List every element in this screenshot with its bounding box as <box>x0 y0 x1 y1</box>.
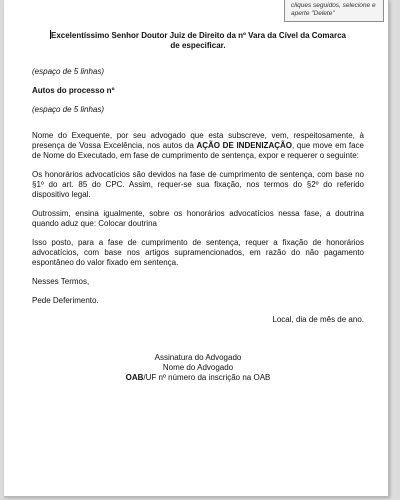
place-and-date: Local, dia de mês de ano. <box>272 315 364 324</box>
document-title <box>32 30 364 51</box>
document-page <box>4 0 389 497</box>
space-note-2: (espaço de 5 linhas) <box>32 105 105 114</box>
oab-registration <box>32 373 364 383</box>
lawyer-name: Nome do Advogado <box>162 363 234 372</box>
tooltip-line-1: cliques seguidos, selecione e <box>291 2 376 9</box>
action-name: AÇÃO DE INDENIZAÇÃO <box>196 141 293 150</box>
para1-text-a: Nome do Exequente, por seu advogado que esta subscreve, vem, respeitosamente, à presença de Vossa Excelência, nos autos da <box>32 131 364 150</box>
closing-terms: Nesses Termos, <box>32 277 90 286</box>
paragraph-request: Isso posto, para a fase de cumprimento de sentença, requer a fixação de honorários advocatícios, com base nos artigos supramencionados, em razão do não pagamento espontâneo do valor fixado em sentença. <box>32 238 364 267</box>
oab-number: /UF nº número da inscrição na OAB <box>143 373 271 382</box>
instruction-tooltip <box>284 0 384 22</box>
paragraph-fees: Os honorários advocatícios são devidos na fase de cumprimento de sentença, com base no §1º do art. 85 do CPC. Assim, requer-se sua fixação, nos termos do §2º do referido dispositivo legal. <box>32 170 364 199</box>
oab-label: OAB <box>125 373 144 382</box>
para1-text-b: , que move em face de Nome do Executado, em fase de cumprimento de sentença, expor e requerer o seguinte: <box>32 141 365 160</box>
closing-request: Pede Deferimento. <box>32 296 99 305</box>
paragraph-introduction <box>32 131 364 161</box>
paragraph-doctrine: Outrossim, ensina igualmente, sobre os honorários advocatícios nessa fase, a doutrina quando aduz que: Colocar doutrina <box>32 209 364 228</box>
tooltip-line-2: aperte "Delete" <box>291 10 335 17</box>
space-note-1: (espaço de 5 linhas) <box>32 67 105 76</box>
signature-line: Assinatura do Advogado <box>154 353 242 362</box>
signature-block <box>32 353 364 383</box>
title-line-1: Excelentíssimo Senhor Doutor Juiz de Direito da nº Vara da Cível da Comarca <box>50 31 346 40</box>
document-body[interactable] <box>32 30 364 383</box>
case-number-label: Autos do processo nº <box>32 86 115 95</box>
title-line-2: de especificar. <box>170 41 226 50</box>
